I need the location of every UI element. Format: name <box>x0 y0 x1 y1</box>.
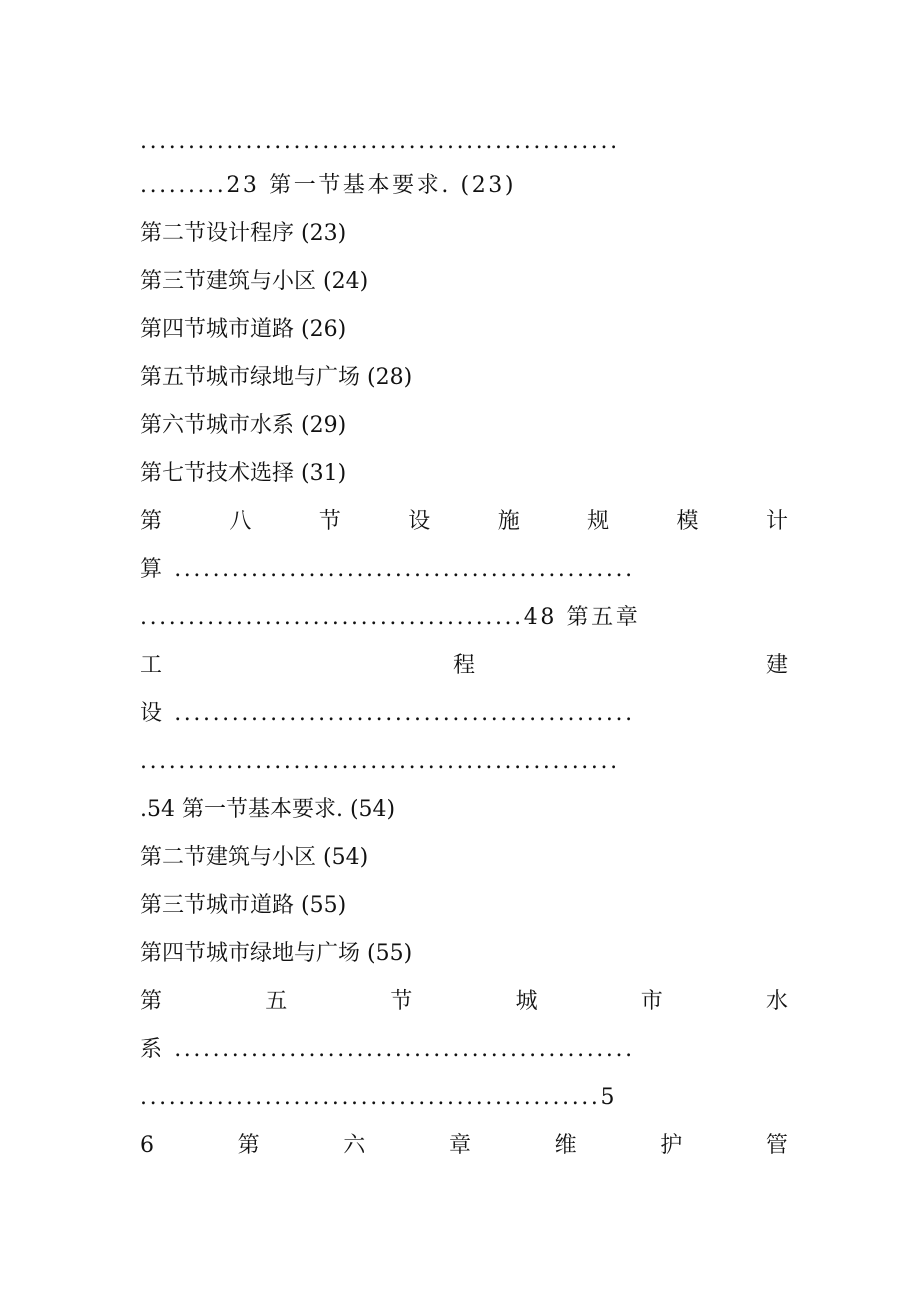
toc-line: .54 第一节基本要求. (54) <box>140 797 396 822</box>
toc-char: 六 <box>343 1133 366 1158</box>
toc-char: 城 <box>515 989 538 1014</box>
toc-char: 程 <box>452 653 475 678</box>
toc-char: 计 <box>765 509 788 534</box>
toc-line: 第七节技术选择 (31) <box>140 461 347 486</box>
toc-char: 市 <box>640 989 663 1014</box>
toc-line: 算 ................................................ <box>140 557 635 582</box>
toc-line: 系 ................................................ <box>140 1037 635 1062</box>
toc-char: 八 <box>229 509 252 534</box>
toc-line-justified <box>140 978 788 1026</box>
toc-line: 第四节城市绿地与广场 (55) <box>140 941 413 966</box>
toc-line-justified <box>140 1122 788 1170</box>
toc-char: 章 <box>448 1133 471 1158</box>
toc-line: 第三节建筑与小区 (24) <box>140 269 369 294</box>
toc-line: 第二节建筑与小区 (54) <box>140 845 369 870</box>
toc-char: 管 <box>765 1133 788 1158</box>
toc-char: 设 <box>408 509 431 534</box>
toc-char: 6 <box>140 1133 154 1158</box>
toc-line <box>140 162 788 210</box>
toc-char: 节 <box>390 989 413 1014</box>
toc-char: 第 <box>237 1133 260 1158</box>
toc-line: 第三节城市道路 (55) <box>140 893 347 918</box>
toc-char: 第 <box>140 989 163 1014</box>
toc-char: 工 <box>140 653 163 678</box>
toc-char: 规 <box>587 509 610 534</box>
toc-line: 设 ................................................ <box>140 701 635 726</box>
toc-line-justified <box>140 642 788 690</box>
toc-line: .................................................. <box>140 749 620 774</box>
toc-char: 五 <box>265 989 288 1014</box>
toc-line-justified <box>140 498 788 546</box>
toc-line: ........................................48 第五章 <box>140 605 641 630</box>
toc-line: 第四节城市道路 (26) <box>140 317 347 342</box>
toc-line: 第五节城市绿地与广场 (28) <box>140 365 413 390</box>
toc-char: 维 <box>554 1133 577 1158</box>
toc-char: 水 <box>765 989 788 1014</box>
toc-char: 节 <box>318 509 341 534</box>
toc-entry-text: .........23 第一节基本要求. (23) <box>140 173 517 198</box>
toc-char: 第 <box>140 509 163 534</box>
toc-char: 建 <box>765 653 788 678</box>
toc-line: .................................................. <box>140 129 620 154</box>
toc-char: 护 <box>660 1133 683 1158</box>
toc-char: 模 <box>676 509 699 534</box>
toc-line: 第六节城市水系 (29) <box>140 413 347 438</box>
toc-line: 第二节设计程序 (23) <box>140 221 347 246</box>
toc-line: ................................................5 <box>140 1085 618 1110</box>
toc-char: 施 <box>497 509 520 534</box>
